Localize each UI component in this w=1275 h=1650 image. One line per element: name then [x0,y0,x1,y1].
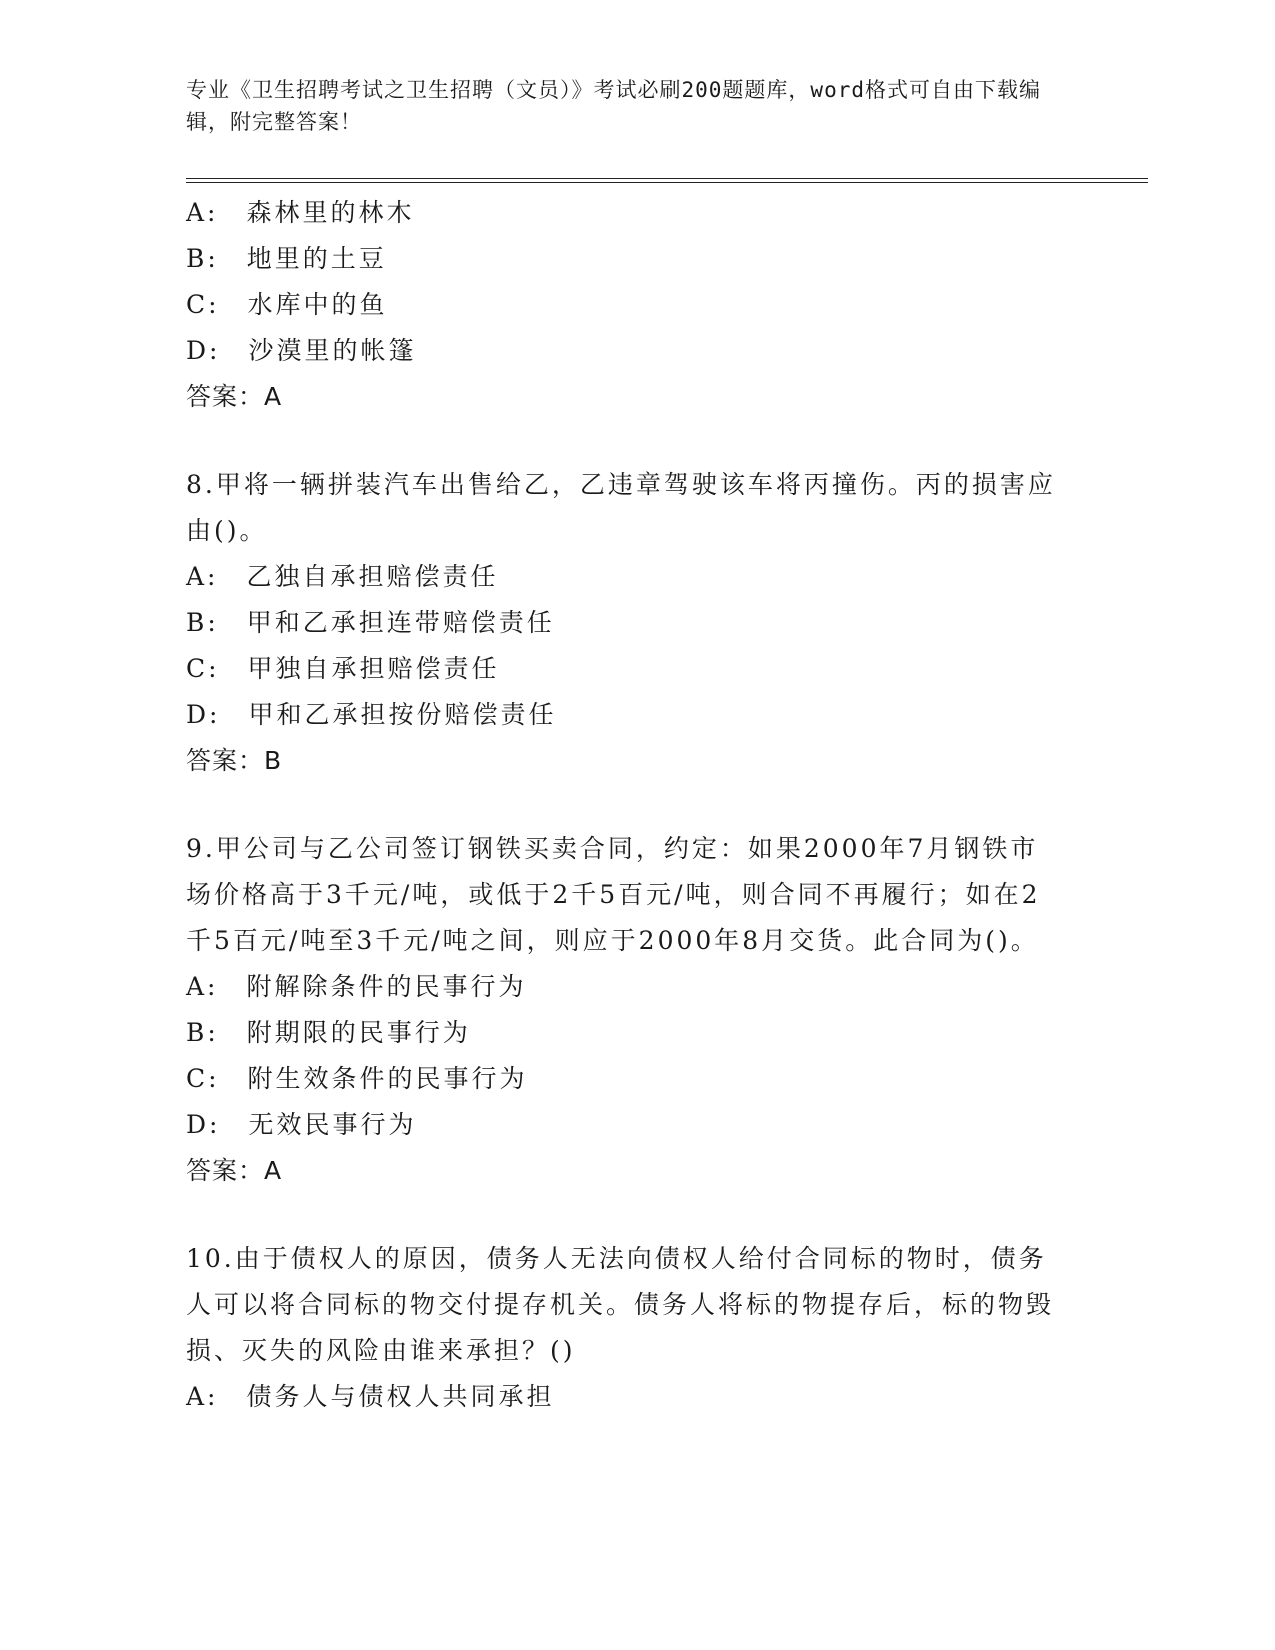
question-7-option-d: D: 沙漠里的帐篷 [186,336,417,365]
question-10-option-a: A: 债务人与债权人共同承担 [186,1382,555,1411]
question-8-option-a: A: 乙独自承担赔偿责任 [186,562,499,591]
question-9-answer: 答案：A [186,1156,283,1185]
question-9-option-b: B: 附期限的民事行为 [186,1018,471,1047]
question-9-block [186,826,1066,1194]
question-8-option-d: D: 甲和乙承担按份赔偿责任 [186,700,557,729]
question-7-option-a: A: 森林里的林木 [186,198,415,227]
question-8-block [186,462,1066,784]
header-divider-top [186,178,1148,179]
question-8-stem: 8.甲将一辆拼装汽车出售给乙，乙违章驾驶该车将丙撞伤。丙的损害应由()。 [186,470,1056,545]
header-divider-bottom [186,182,1148,183]
question-9-option-c: C: 附生效条件的民事行为 [186,1064,528,1093]
document-header: 专业《卫生招聘考试之卫生招聘（文员）》考试必刷200题题库，word格式可自由下载编辑，附完整答案！ [186,78,1041,134]
question-10-block [186,1236,1066,1420]
question-9-option-a: A: 附解除条件的民事行为 [186,972,527,1001]
question-9-stem: 9.甲公司与乙公司签订钢铁买卖合同，约定：如果2000年7月钢铁市场价格高于3千元/吨，或低于2千5百元/吨，则合同不再履行；如在2千5百元/吨至3千元/吨之间，则应于2000年8月交货。此合同为()。 [186,834,1041,955]
question-8-option-c: C: 甲独自承担赔偿责任 [186,654,500,683]
document-body [186,190,1066,1420]
question-8-option-b: B: 甲和乙承担连带赔偿责任 [186,608,555,637]
question-10-stem: 10.由于债权人的原因，债务人无法向债权人给付合同标的物时，债务人可以将合同标的物交付提存机关。债务人将标的物提存后，标的物毁损、灭失的风险由谁来承担？() [186,1244,1055,1365]
question-7-option-c: C: 水库中的鱼 [186,290,388,319]
question-7-option-b: B: 地里的土豆 [186,244,387,273]
question-9-option-d: D: 无效民事行为 [186,1110,417,1139]
question-8-answer: 答案：B [186,746,283,775]
question-7-block [186,190,1066,420]
question-7-answer: 答案：A [186,382,283,411]
